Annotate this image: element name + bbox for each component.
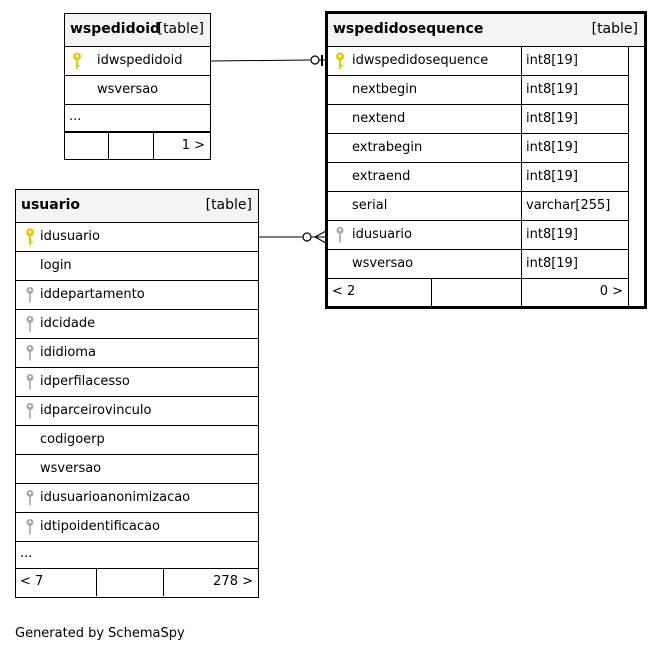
footer-cell (96, 569, 163, 596)
foreign-key-icon (25, 286, 35, 304)
column-row[interactable] (16, 252, 258, 281)
column-name: idparceirovinculo (40, 403, 152, 418)
children-count: 0 > (599, 284, 623, 299)
primary-key-icon (335, 52, 345, 70)
column-row[interactable] (16, 368, 258, 397)
column-row[interactable] (16, 223, 258, 252)
column-row[interactable] (328, 134, 628, 163)
column-name: idusuario (352, 227, 412, 242)
column-name: nextend (352, 111, 406, 126)
table-name: wspedidosequence (333, 21, 484, 37)
column-name: extraend (352, 169, 411, 184)
column-name: idusuario (40, 229, 100, 244)
column-type: int8[19] (521, 47, 628, 75)
column-name: codigoerp (40, 432, 105, 447)
table-header (16, 190, 258, 223)
column-row[interactable] (328, 250, 628, 279)
more-columns-ellipsis: ... (20, 546, 33, 561)
generated-by-label: Generated by SchemaSpy (15, 626, 185, 641)
column-name: wsversao (352, 256, 414, 271)
children-count: 1 > (181, 138, 205, 153)
column-name: wsversao (97, 82, 159, 97)
table-tag: [table] (205, 197, 252, 213)
table-name: usuario (21, 197, 81, 213)
table-usuario[interactable] (15, 189, 259, 598)
foreign-key-icon (25, 373, 35, 391)
column-row[interactable] (16, 426, 258, 455)
column-name: nextbegin (352, 82, 418, 97)
primary-key-icon (72, 52, 82, 70)
children-count: 278 > (213, 574, 253, 589)
column-name: login (40, 258, 72, 273)
column-name: wsversao (40, 461, 102, 476)
footer-cell (521, 279, 628, 306)
column-row[interactable] (16, 397, 258, 426)
footer-cell (431, 279, 521, 306)
column-type: varchar[255] (521, 192, 628, 220)
column-name: ididioma (40, 345, 96, 360)
column-name: idtipoidentificacao (40, 519, 160, 534)
table-footer (328, 279, 628, 306)
column-type: int8[19] (521, 105, 628, 133)
column-name: idperfilacesso (40, 374, 130, 389)
footer-cell (108, 133, 153, 159)
column-row[interactable] (16, 455, 258, 484)
parents-count: < 7 (20, 574, 44, 589)
column-row[interactable] (16, 310, 258, 339)
table-header (328, 14, 644, 47)
foreign-key-icon (25, 315, 35, 333)
table-name: wspedidoid (70, 21, 161, 37)
foreign-key-icon (25, 489, 35, 507)
column-name: idusuarioanonimizacao (40, 490, 191, 505)
ellipsis-row (16, 542, 258, 569)
table-wspedidoid[interactable] (64, 13, 211, 160)
column-name: idwspedidosequence (352, 53, 489, 68)
column-row[interactable] (16, 339, 258, 368)
column-name: idwspedidoid (97, 53, 183, 68)
footer-cell (163, 569, 258, 596)
column-type: int8[19] (521, 163, 628, 191)
column-type: int8[19] (521, 250, 628, 278)
foreign-key-icon (335, 226, 345, 244)
table-footer (16, 569, 258, 596)
column-name: extrabegin (352, 140, 423, 155)
column-row[interactable] (328, 192, 628, 221)
primary-key-icon (25, 228, 35, 246)
foreign-key-icon (25, 518, 35, 536)
column-row[interactable] (328, 221, 628, 250)
column-name: idcidade (40, 316, 96, 331)
column-list (328, 47, 629, 306)
ellipsis-row (65, 105, 210, 132)
table-wspedidosequence[interactable] (325, 11, 647, 309)
parents-count: < 2 (332, 284, 356, 299)
column-name: serial (352, 198, 388, 213)
column-row[interactable] (65, 76, 210, 105)
table-footer (65, 132, 210, 159)
connector-wspedidoid-wspedidosequence (211, 55, 326, 66)
column-type: int8[19] (521, 134, 628, 162)
column-type: int8[19] (521, 221, 628, 249)
column-row[interactable] (328, 163, 628, 192)
footer-cell (153, 133, 210, 159)
foreign-key-icon (25, 344, 35, 362)
column-row[interactable] (16, 513, 258, 542)
column-row[interactable] (16, 484, 258, 513)
column-row[interactable] (328, 47, 628, 76)
column-type: int8[19] (521, 76, 628, 104)
column-row[interactable] (328, 105, 628, 134)
table-header (65, 14, 210, 47)
table-tag: [table] (157, 21, 204, 37)
column-row[interactable] (65, 47, 210, 76)
column-row[interactable] (328, 76, 628, 105)
foreign-key-icon (25, 402, 35, 420)
more-columns-ellipsis: ... (69, 109, 82, 124)
table-tag: [table] (591, 21, 638, 37)
column-name: iddepartamento (40, 287, 145, 302)
connector-usuario-wspedidosequence (259, 231, 326, 243)
column-row[interactable] (16, 281, 258, 310)
